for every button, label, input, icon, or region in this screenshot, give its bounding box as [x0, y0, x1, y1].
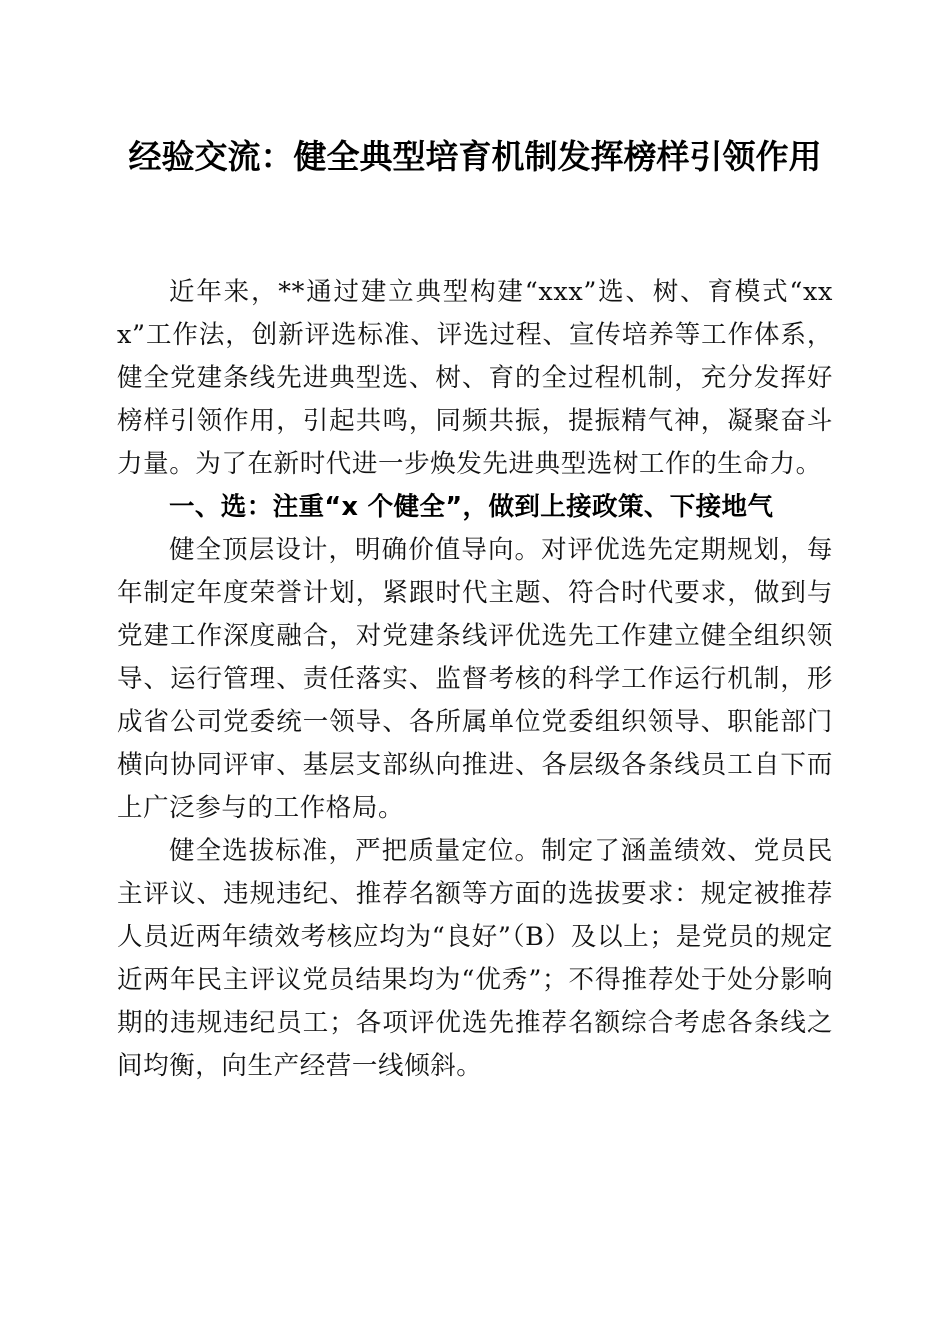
- selection-standard-paragraph: 健全选拔标准，严把质量定位。制定了涵盖绩效、党员民主评议、违规违纪、推荐名额等方面的选拔要求：规定被推荐人员近两年绩效考核应均为“良好”（B）及以上；是党员的规定近两年民主评议党员结果均为“优秀”；不得推荐处于处分影响期的违规违纪员工；各项评优选先推荐名额综合考虑各条线之间均衡，向生产经营一线倾斜。: [117, 836, 833, 1081]
- top-design-paragraph: 健全顶层设计，明确价值导向。对评优选先定期规划，每年制定年度荣誉计划，紧跟时代主题、符合时代要求，做到与党建工作深度融合，对党建条线评优选先工作建立健全组织领导、运行管理、责任落实、监督考核的科学工作运行机制，形成省公司党委统一领导、各所属单位党委组织领导、职能部门横向协同评审、基层支部纵向推进、各层级各条线员工自下而上广泛参与的工作格局。: [117, 535, 833, 823]
- page-title: 经验交流：健全典型培育机制发挥榜样引领作用: [128, 137, 822, 176]
- section-heading-1: 一、选：注重“x 个健全”，做到上接政策、下接地气: [169, 492, 774, 522]
- document-body: [117, 271, 833, 1088]
- intro-paragraph: 近年来，**通过建立典型构建“xxx”选、树、育模式“xxx”工作法，创新评选标准、评选过程、宣传培养等工作体系，健全党建条线先进典型选、树、育的全过程机制，充分发挥好榜样引领作用，引起共鸣，同频共振，提振精气神，凝聚奋斗力量。为了在新时代进一步焕发先进典型选树工作的生命力。: [117, 277, 833, 479]
